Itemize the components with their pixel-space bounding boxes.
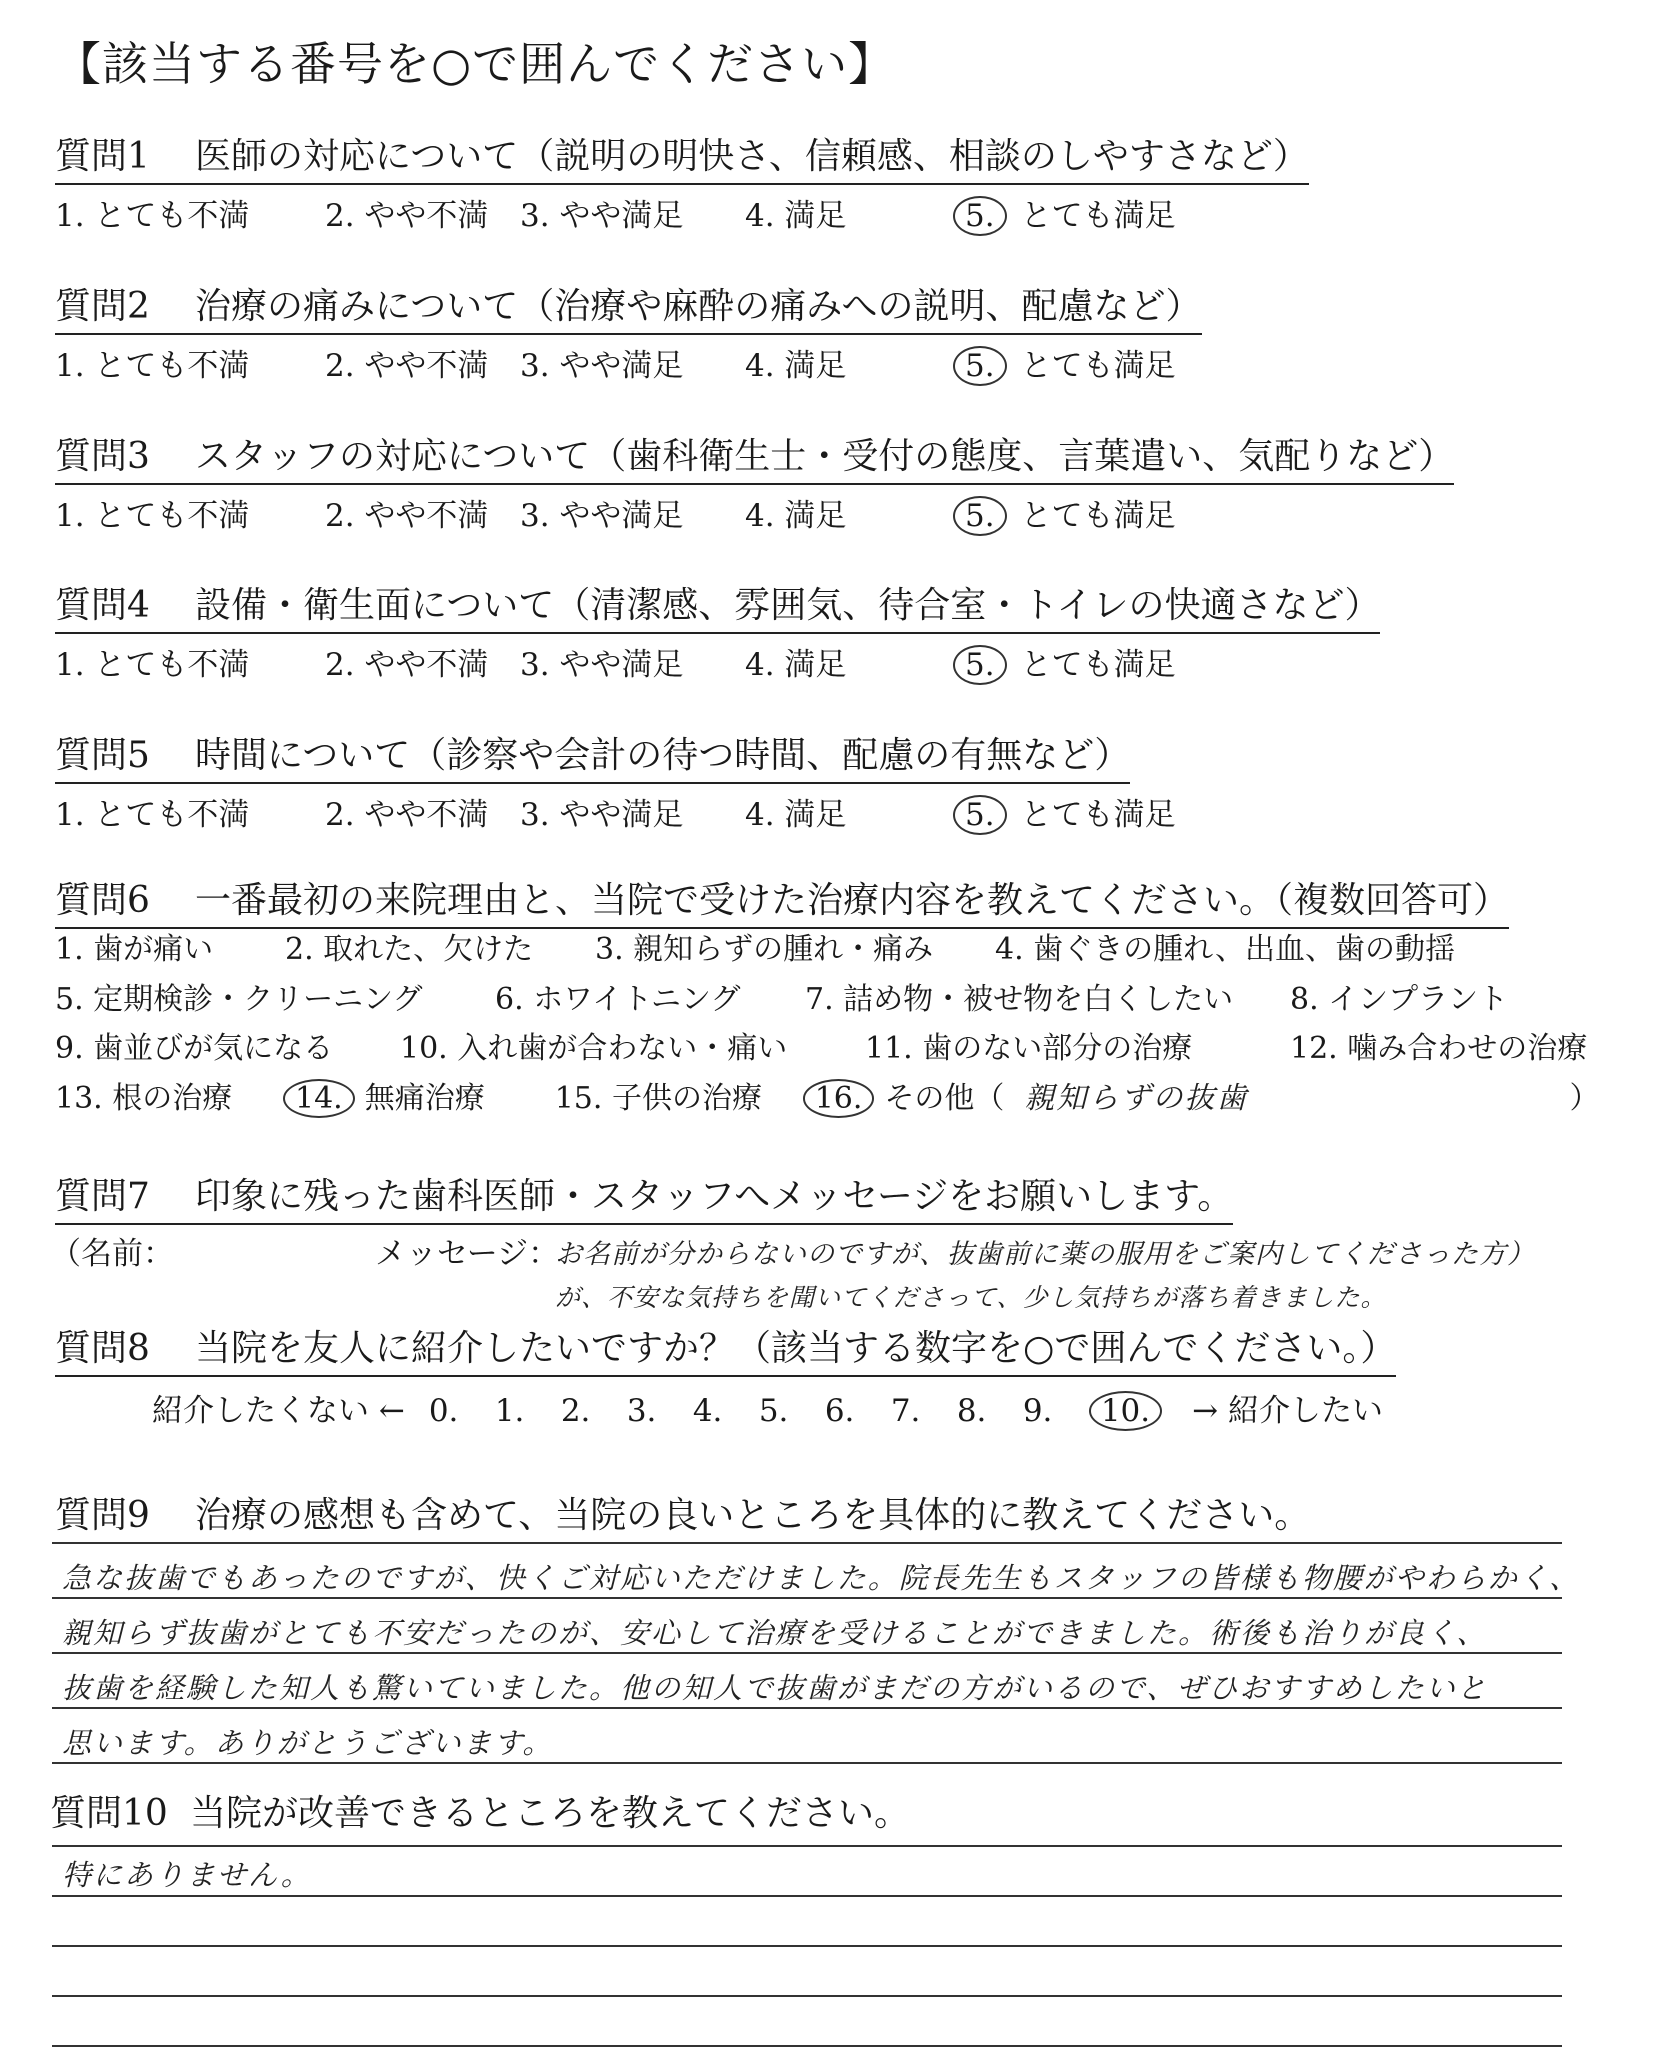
q9-line-2 <box>52 1652 1562 1654</box>
q2-label: 質問2 <box>55 286 150 327</box>
q4-text: 設備・衛生面について（清潔感、雰囲気、待合室・トイレの快適さなど） <box>195 585 1381 626</box>
q9-answer-line-3[interactable]: 抜歯を経験した知人も驚いていました。他の知人で抜歯がまだの方がいるので、ぜひおすすめしたいと <box>62 1671 1488 1705</box>
q9-line-1 <box>52 1597 1562 1599</box>
q1-label: 質問1 <box>55 136 150 177</box>
q8-text: 当院を友人に紹介したいですか？（該当する数字を○で囲んでください。） <box>195 1328 1397 1369</box>
q6-option-13[interactable]: 13. 根の治療 <box>55 1080 233 1116</box>
q10-line-0 <box>52 1845 1562 1847</box>
q8-label: 質問8 <box>55 1328 150 1369</box>
q6-option-7[interactable]: 7. 詰め物・被せ物を白くしたい <box>805 981 1234 1017</box>
q6-other-answer[interactable]: 親知らずの抜歯 <box>1024 1080 1249 1116</box>
q6-row-1 <box>55 925 1599 975</box>
q3-text: スタッフの対応について（歯科衛生士・受付の態度、言葉遣い、気配りなど） <box>195 436 1455 477</box>
q1-title <box>55 128 1309 185</box>
q9-line-0 <box>52 1542 1562 1544</box>
q8-scale-10[interactable]: 10. <box>1089 1391 1162 1431</box>
q8-scale-8[interactable]: 8. <box>956 1393 987 1429</box>
q1-text: 医師の対応について（説明の明快さ、信頼感、相談のしやすさなど） <box>195 136 1309 177</box>
q4-option-2[interactable]: 2. やや不満 <box>325 647 489 683</box>
q8-scale-0[interactable]: 0. <box>428 1393 459 1429</box>
q5-option-4[interactable]: 4. 満足 <box>745 797 847 833</box>
q6-option-14-circled[interactable]: 14. <box>283 1079 355 1118</box>
form-header: 【該当する番号を○で囲んでください】 <box>55 37 896 91</box>
q2-text: 治療の痛みについて（治療や麻酔の痛みへの説明、配慮など） <box>195 286 1202 327</box>
q9-text: 治療の感想も含めて、当院の良いところを具体的に教えてください。 <box>195 1495 1311 1536</box>
q4-label: 質問4 <box>55 585 150 626</box>
q7-message-line-1[interactable]: お名前が分からないのですが、抜歯前に薬の服用をご案内してくださった方） <box>555 1239 1535 1270</box>
q1-options <box>55 190 1176 236</box>
q5-title <box>55 727 1130 784</box>
q6-option-3[interactable]: 3. 親知らずの腫れ・痛み <box>595 932 934 967</box>
q10-title <box>50 1785 910 1836</box>
q3-option-4[interactable]: 4. 満足 <box>745 498 847 534</box>
q9-title <box>55 1487 1310 1538</box>
q5-option-3[interactable]: 3. やや満足 <box>520 797 684 833</box>
q8-title <box>55 1320 1396 1377</box>
q8-scale-3[interactable]: 3. <box>626 1393 657 1429</box>
q7-name-label: （名前： <box>50 1236 174 1272</box>
q6-option-1[interactable]: 1. 歯が痛い <box>55 932 214 967</box>
q5-text: 時間について（診察や会計の待つ時間、配慮の有無など） <box>195 735 1131 776</box>
q3-title <box>55 428 1454 485</box>
q4-option-4[interactable]: 4. 満足 <box>745 647 847 683</box>
q8-scale-5[interactable]: 5. <box>758 1393 789 1429</box>
q3-option-1[interactable]: 1. とても不満 <box>55 498 250 534</box>
q4-title <box>55 577 1380 634</box>
q10-label: 質問10 <box>50 1793 168 1834</box>
q6-text: 一番最初の来院理由と、当院で受けた治療内容を教えてください。（複数回答可） <box>195 880 1510 921</box>
q5-option-1[interactable]: 1. とても不満 <box>55 797 250 833</box>
q1-option-1[interactable]: 1. とても不満 <box>55 198 250 234</box>
q1-option-3[interactable]: 3. やや満足 <box>520 198 684 234</box>
q2-option-2[interactable]: 2. やや不満 <box>325 348 489 384</box>
q6-option-12[interactable]: 12. 噛み合わせの治療 <box>1290 1031 1588 1066</box>
q9-answer-line-1[interactable]: 急な抜歯でもあったのですが、快くご対応いただけました。院長先生もスタッフの皆様も物腰がやわらかく、 <box>62 1561 1581 1595</box>
q6-row-4 <box>55 1074 1599 1124</box>
q8-scale-7[interactable]: 7. <box>890 1393 921 1429</box>
q8-scale-4[interactable]: 4. <box>692 1393 723 1429</box>
q3-option-5-circled[interactable]: 5. <box>953 496 1007 536</box>
q7-message-line-2[interactable]: が、不安な気持ちを聞いてくださって、少し気持ちが落ち着きました。 <box>555 1283 1387 1312</box>
q2-option-3[interactable]: 3. やや満足 <box>520 348 684 384</box>
q8-scale-6[interactable]: 6. <box>824 1393 855 1429</box>
q3-options <box>55 490 1176 536</box>
q6-option-11[interactable]: 11. 歯のない部分の治療 <box>865 1031 1193 1066</box>
q3-option-5-text[interactable]: とても満足 <box>1020 498 1176 534</box>
q8-scale-1[interactable]: 1. <box>494 1393 525 1429</box>
q6-option-2[interactable]: 2. 取れた、欠けた <box>285 932 534 967</box>
q6-options <box>55 925 1599 1123</box>
q8-numbers <box>429 1391 1162 1431</box>
q2-title <box>55 278 1202 335</box>
q7-label: 質問7 <box>55 1176 150 1217</box>
q2-options <box>55 340 1176 386</box>
q6-option-8[interactable]: 8. インプラント <box>1290 981 1509 1017</box>
q5-option-5-circled[interactable]: 5. <box>953 795 1007 835</box>
q6-option-16-circled[interactable]: 16. <box>803 1079 875 1118</box>
q1-option-4[interactable]: 4. 満足 <box>745 198 847 234</box>
q3-option-2[interactable]: 2. やや不満 <box>325 498 489 534</box>
q3-label: 質問3 <box>55 436 150 477</box>
q6-option-5[interactable]: 5. 定期検診・クリーニング <box>55 981 423 1017</box>
q2-option-1[interactable]: 1. とても不満 <box>55 348 250 384</box>
q3-option-3[interactable]: 3. やや満足 <box>520 498 684 534</box>
q4-option-5-circled[interactable]: 5. <box>953 645 1007 685</box>
q6-option-16-text[interactable]: その他（ <box>884 1080 1005 1116</box>
q6-option-15[interactable]: 15. 子供の治療 <box>554 1080 762 1116</box>
q6-option-14-text[interactable]: 無痛治療 <box>364 1080 485 1116</box>
q6-row-2 <box>55 975 1599 1025</box>
q6-option-4[interactable]: 4. 歯ぐきの腫れ、出血、歯の動揺 <box>995 932 1455 967</box>
q6-close-paren: ） <box>1569 1080 1600 1116</box>
q6-label: 質問6 <box>55 880 150 921</box>
q9-answer-line-2[interactable]: 親知らず抜歯がとても不安だったのが、安心して治療を受けることができました。術後も治りが良く、 <box>62 1616 1488 1650</box>
q8-left-label: 紹介したくない ← <box>152 1393 405 1429</box>
q6-row-3 <box>55 1024 1599 1074</box>
q6-option-10[interactable]: 10. 入れ歯が合わない・痛い <box>400 1031 788 1066</box>
q1-option-5-circled[interactable]: 5. <box>953 196 1007 236</box>
q2-option-5-text[interactable]: とても満足 <box>1020 348 1176 384</box>
q9-label: 質問9 <box>55 1495 150 1536</box>
q10-line-2 <box>52 1945 1562 1947</box>
q4-option-3[interactable]: 3. やや満足 <box>520 647 684 683</box>
q4-option-5-text[interactable]: とても満足 <box>1020 647 1176 683</box>
q2-option-4[interactable]: 4. 満足 <box>745 348 847 384</box>
q8-right-label: → 紹介したい <box>1192 1393 1383 1429</box>
q10-line-3 <box>52 1995 1562 1997</box>
q10-line-1 <box>52 1895 1562 1897</box>
q10-text: 当院が改善できるところを教えてください。 <box>190 1793 911 1834</box>
q8-scale <box>152 1385 1383 1431</box>
q7-message-label: メッセージ： <box>375 1236 560 1272</box>
q1-option-2[interactable]: 2. やや不満 <box>325 198 489 234</box>
q1-option-5-text[interactable]: とても満足 <box>1020 198 1176 234</box>
q4-option-1[interactable]: 1. とても不満 <box>55 647 250 683</box>
q5-label: 質問5 <box>55 735 150 776</box>
q6-title <box>55 872 1509 929</box>
q5-option-2[interactable]: 2. やや不満 <box>325 797 489 833</box>
q7-text: 印象に残った歯科医師・スタッフへメッセージをお願いします。 <box>195 1176 1234 1217</box>
q6-option-6[interactable]: 6. ホワイトニング <box>495 981 741 1017</box>
q8-scale-9[interactable]: 9. <box>1022 1393 1053 1429</box>
q4-options <box>55 639 1176 685</box>
q8-scale-2[interactable]: 2. <box>560 1393 591 1429</box>
q9-line-3 <box>52 1707 1562 1709</box>
q10-answer[interactable]: 特にありません。 <box>62 1858 312 1892</box>
q10-line-4 <box>52 2045 1562 2047</box>
q5-options <box>55 789 1176 835</box>
q7-title <box>55 1168 1233 1225</box>
q9-answer-line-4[interactable]: 思います。ありがとうございます。 <box>62 1726 554 1760</box>
q5-option-5-text[interactable]: とても満足 <box>1020 797 1176 833</box>
q2-option-5-circled[interactable]: 5. <box>953 346 1007 386</box>
q9-line-4 <box>52 1762 1562 1764</box>
q6-option-9[interactable]: 9. 歯並びが気になる <box>55 1031 334 1066</box>
